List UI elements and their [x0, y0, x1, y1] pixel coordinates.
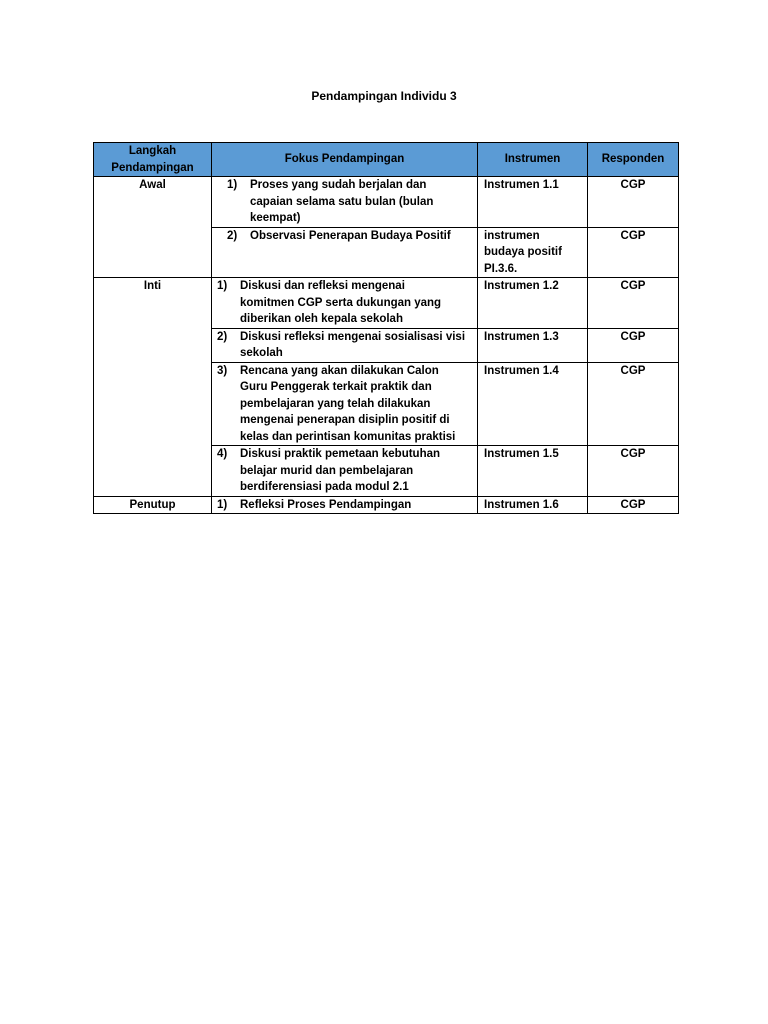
- focus-text-line: Diskusi refleksi mengenai sosialisasi visi: [240, 330, 466, 343]
- focus-item: [212, 363, 477, 446]
- focus-text-line: pembelajaran yang telah dilakukan: [240, 397, 431, 410]
- focus-text-line: diberikan oleh kepala sekolah: [240, 313, 403, 325]
- focus-cell: [212, 496, 478, 514]
- focus-cell: [212, 328, 478, 362]
- focus-text-line: berdiferensiasi pada modul 2.1: [240, 481, 409, 493]
- respondent-cell: CGP: [588, 227, 679, 278]
- mentoring-plan-table: [93, 142, 679, 514]
- respondent-cell: CGP: [588, 278, 679, 329]
- header-respondent: Responden: [588, 143, 679, 177]
- table-header: [94, 143, 679, 177]
- focus-text: [250, 228, 477, 245]
- focus-text-line: Rencana yang akan dilakukan Calon: [240, 364, 439, 377]
- instrument-text-line: instrumen: [484, 229, 540, 242]
- instrument-text-line: Instrumen 1.3: [484, 330, 559, 343]
- table-body: [94, 177, 679, 514]
- item-number: 1): [217, 498, 228, 511]
- focus-item: [212, 446, 477, 496]
- instrument-cell: [478, 227, 588, 278]
- header-instrument: Instrumen: [478, 143, 588, 177]
- table-row: [94, 177, 679, 228]
- instrument-cell: [478, 328, 588, 362]
- instrument-text-line: Instrumen 1.4: [484, 364, 559, 377]
- focus-text: [240, 278, 477, 328]
- focus-text: [250, 177, 477, 227]
- focus-text: [240, 446, 477, 496]
- focus-text-line: kelas dan perintisan komunitas praktisi: [240, 430, 456, 443]
- instrument-cell: [478, 362, 588, 446]
- focus-item: [212, 497, 477, 514]
- header-focus: Fokus Pendampingan: [212, 143, 478, 177]
- instrument-cell: [478, 278, 588, 329]
- focus-cell: [212, 227, 478, 278]
- step-label: Penutup: [94, 496, 212, 514]
- focus-text-line: capaian selama satu bulan (bulan: [250, 195, 434, 208]
- item-number: 2): [227, 229, 238, 242]
- instrument-text-line: Instrumen 1.6: [484, 498, 559, 511]
- focus-text-line: Diskusi praktik pemetaan kebutuhan: [240, 448, 441, 460]
- focus-text-line: komitmen CGP serta dukungan yang: [240, 296, 442, 309]
- respondent-cell: CGP: [588, 496, 679, 514]
- focus-text-line: mengenai penerapan disiplin positif di: [240, 414, 450, 426]
- step-label: Inti: [94, 278, 212, 497]
- focus-cell: [212, 446, 478, 497]
- item-number: 3): [217, 364, 228, 377]
- focus-text-line: sekolah: [240, 347, 283, 359]
- focus-text-line: Observasi Penerapan Budaya Positif: [250, 229, 451, 242]
- focus-item: [212, 278, 477, 328]
- focus-cell: [212, 278, 478, 329]
- focus-item: [212, 228, 477, 245]
- focus-text-line: Refleksi Proses Pendampingan: [240, 498, 412, 511]
- focus-item: [212, 329, 477, 362]
- instrument-cell: [478, 496, 588, 514]
- focus-text: [240, 363, 477, 446]
- item-number: 4): [217, 448, 228, 460]
- instrument-text-line: PI.3.6.: [484, 262, 518, 275]
- header-step: Langkah Pendampingan: [94, 143, 212, 177]
- focus-item: [212, 177, 477, 227]
- focus-text-line: belajar murid dan pembelajaran: [240, 464, 414, 477]
- focus-text-line: Diskusi dan refleksi mengenai: [240, 280, 405, 292]
- focus-cell: [212, 177, 478, 228]
- document-title: Pendampingan Individu 3: [311, 89, 457, 103]
- instrument-cell: [478, 177, 588, 228]
- focus-text: [240, 329, 477, 362]
- table-row: [94, 496, 679, 514]
- focus-text-line: Proses yang sudah berjalan dan: [250, 179, 427, 191]
- instrument-text-line: budaya positif: [484, 246, 562, 258]
- item-number: 1): [227, 179, 238, 191]
- respondent-cell: CGP: [588, 328, 679, 362]
- focus-text: [240, 497, 477, 514]
- respondent-cell: CGP: [588, 362, 679, 446]
- table-row: [94, 278, 679, 329]
- focus-text-line: Guru Penggerak terkait praktik dan: [240, 381, 432, 393]
- instrument-text-line: Instrumen 1.1: [484, 179, 559, 191]
- focus-text-line: keempat): [250, 212, 301, 224]
- item-number: 2): [217, 330, 228, 343]
- item-number: 1): [217, 280, 228, 292]
- respondent-cell: CGP: [588, 177, 679, 228]
- focus-cell: [212, 362, 478, 446]
- header-row: [94, 143, 679, 177]
- instrument-text-line: Instrumen 1.2: [484, 280, 559, 292]
- respondent-cell: CGP: [588, 446, 679, 497]
- instrument-text-line: Instrumen 1.5: [484, 448, 559, 460]
- instrument-cell: [478, 446, 588, 497]
- step-label: Awal: [94, 177, 212, 278]
